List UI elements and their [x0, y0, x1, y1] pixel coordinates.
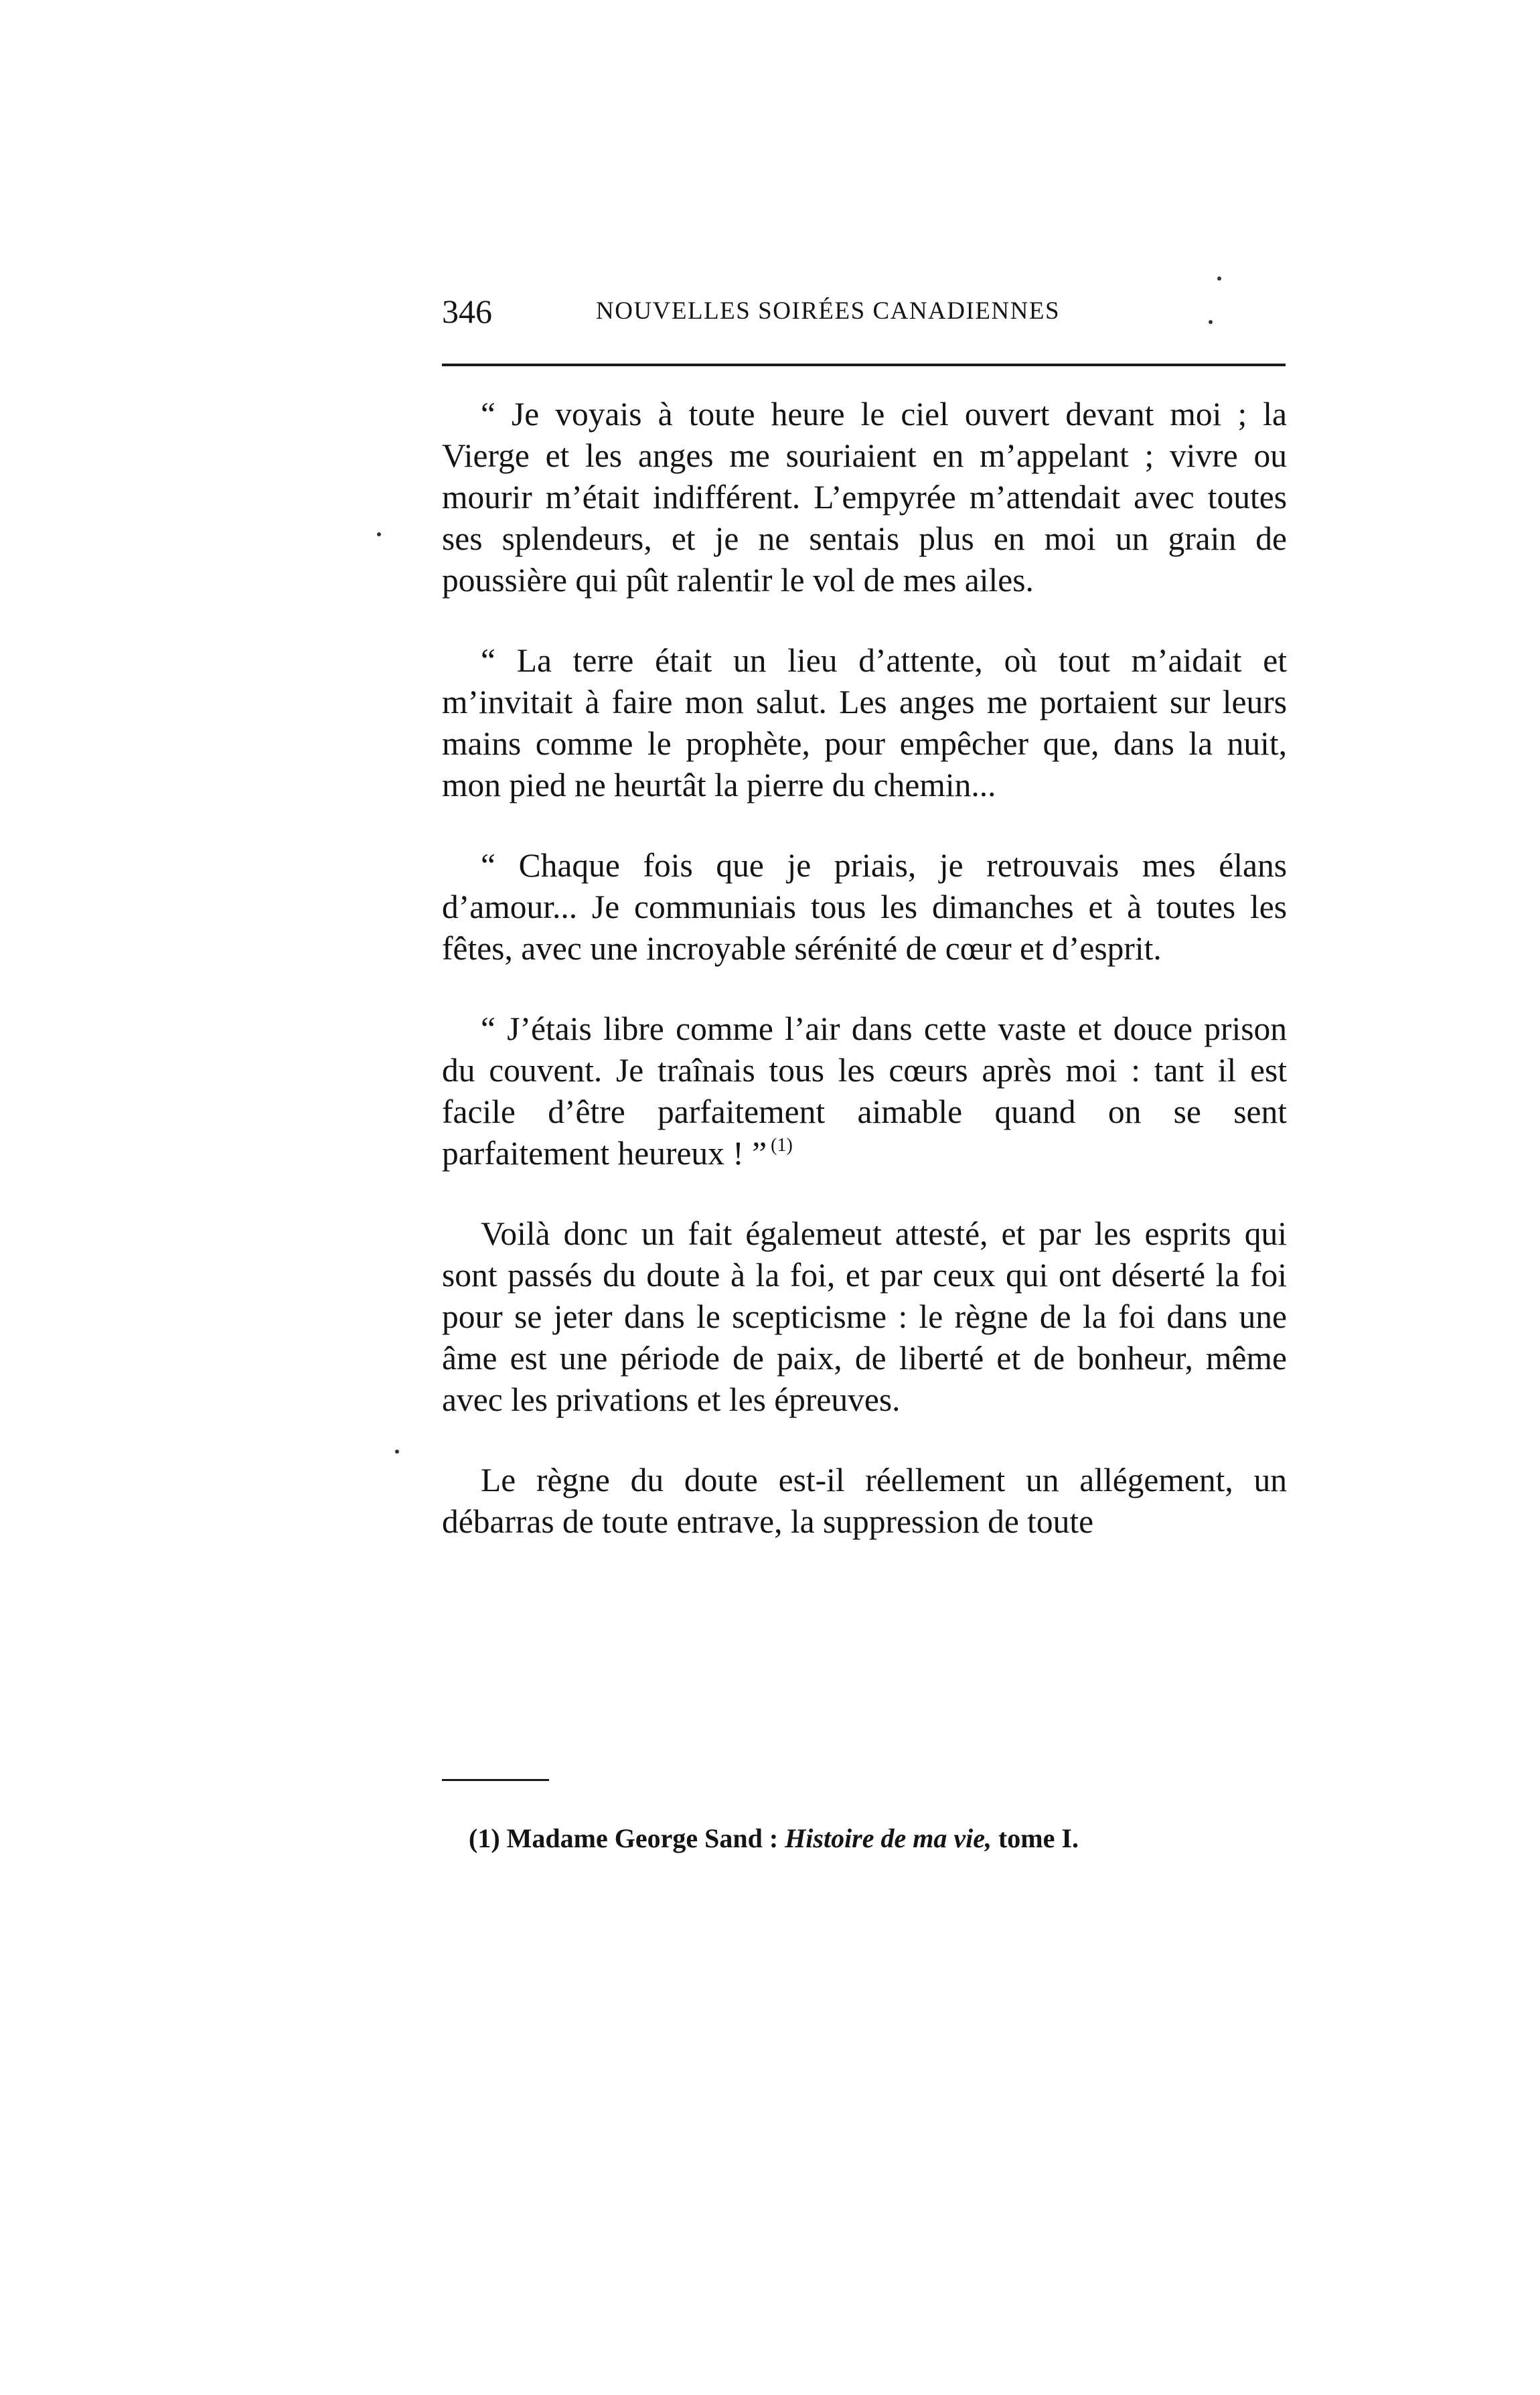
footnote-volume: tome I. — [998, 1823, 1079, 1853]
page-number: 346 — [442, 293, 492, 330]
header-rule — [442, 364, 1286, 366]
page-header — [442, 285, 1286, 338]
body-text — [442, 394, 1287, 1543]
footnote-number: (1) — [469, 1823, 500, 1853]
scan-speck — [395, 1450, 399, 1454]
paragraph-6: Le règne du doute est-il réellement un allégement, un débarras de toute entrave, la suppression de toute — [442, 1462, 1287, 1540]
scan-speck — [1209, 320, 1213, 324]
footnote-reference: (1) — [771, 1135, 793, 1156]
footnote-work-title: Histoire de ma vie, — [785, 1823, 992, 1853]
footnote-author: Madame George Sand : — [506, 1823, 779, 1853]
paragraph-5: Voilà donc un fait égalemeut attesté, et par les esprits qui sont passés du doute à la foi, et par ceux qui ont déserté la foi pour se jeter dans le scepticisme : le règne de la foi dans une âme est une période de paix, de liberté et de bonheur, même avec les privations et les épreuves. — [442, 1215, 1287, 1418]
paragraph-3: “ Chaque fois que je priais, je retrouvais mes élans d’amour... Je communiais tous les dimanches et à toutes les fêtes, avec une incroyable sérénité de cœur et d’esprit. — [442, 847, 1287, 967]
footnote-rule — [442, 1779, 549, 1781]
footnote — [469, 1820, 1286, 1857]
paragraph-4 — [442, 1008, 1287, 1174]
paragraph-2: “ La terre était un lieu d’attente, où tout m’aidait et m’invitait à faire mon salut. Les anges me portaient sur leurs mains comme le prophète, pour empêcher que, dans la nuit, mon pied ne heurtât la pierre du chemin... — [442, 642, 1287, 803]
paragraph-4-text: “ J’étais libre comme l’air dans cette vaste et douce prison du couvent. Je traînais tous les cœurs après moi : tant il est facile d’être parfaitement aimable quand on se sent parfaitement heureux ! ” — [442, 1010, 1287, 1172]
scan-speck — [1217, 277, 1221, 281]
running-title: NOUVELLES SOIRÉES CANADIENNES — [596, 297, 1061, 325]
scan-speck — [377, 532, 381, 536]
paragraph-1: “ Je voyais à toute heure le ciel ouvert devant moi ; la Vierge et les anges me souriaient en m’appelant ; vivre ou mourir m’était indifférent. L’empyrée m’attendait avec toutes ses splendeurs, et je ne sentais plus en moi un grain de poussière qui pût ralentir le vol de mes ailes. — [442, 396, 1287, 599]
